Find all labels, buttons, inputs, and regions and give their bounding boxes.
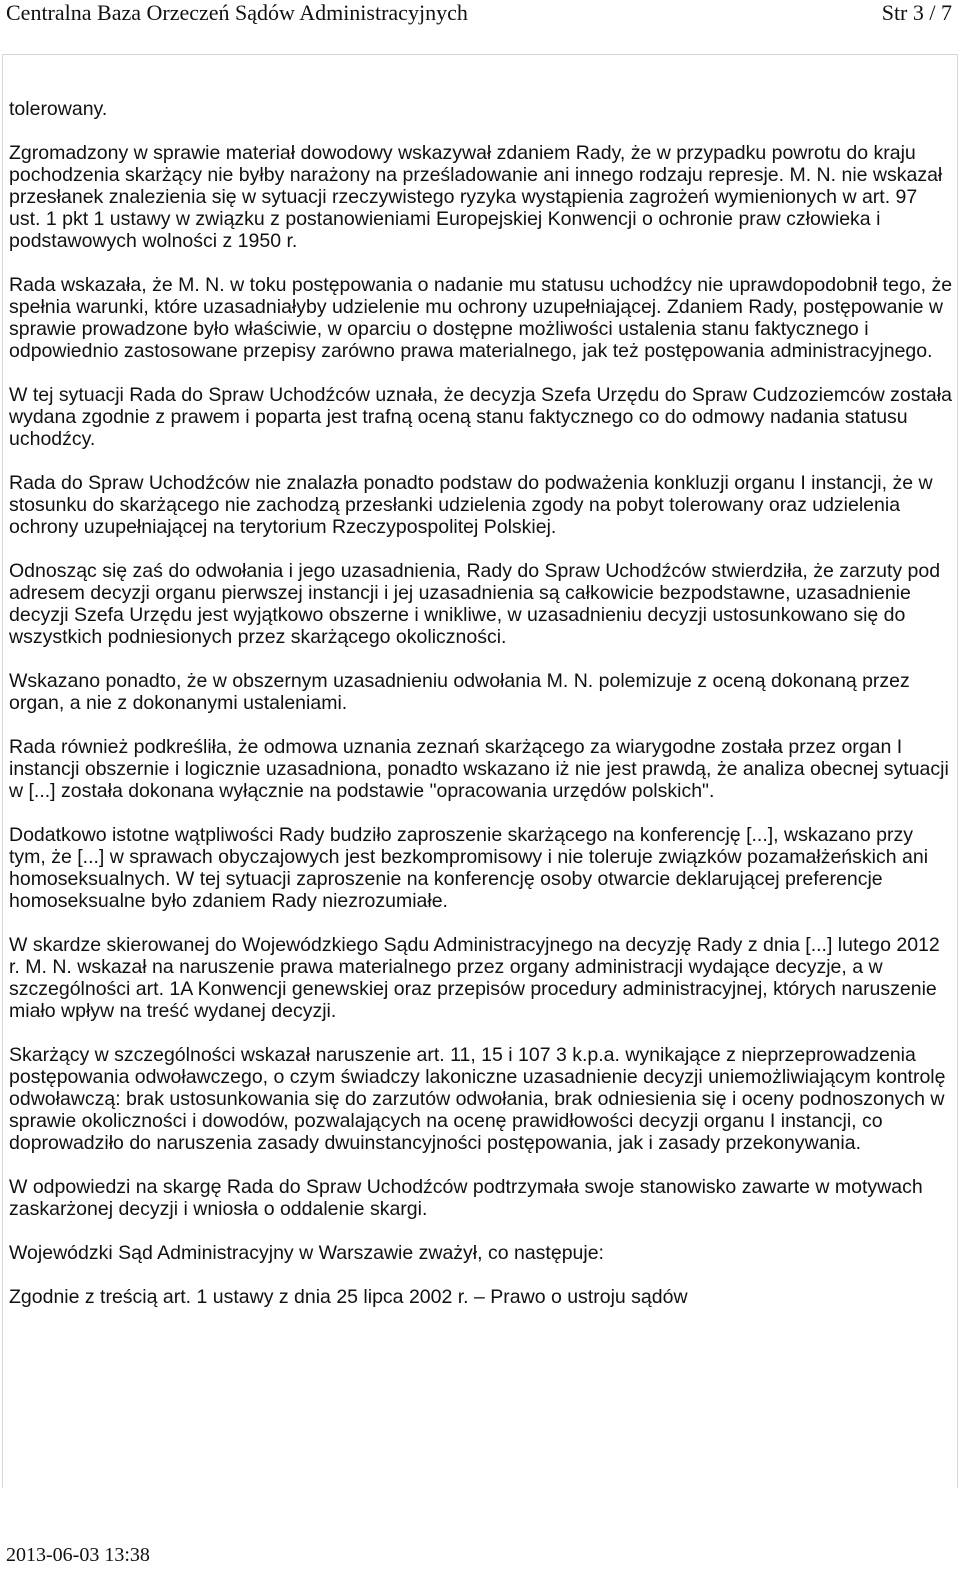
paragraph: W tej sytuacji Rada do Spraw Uchodźców uznała, że decyzja Szefa Urzędu do Spraw Cudzoziemców została wydana zgodnie z prawem i poparta jest trafną oceną stanu faktycznego co do odmowy nadania statusu uchodźcy. (9, 384, 952, 450)
paragraph: Rada wskazała, że M. N. w toku postępowania o nadanie mu statusu uchodźcy nie uprawdopodobnił tego, że spełnia warunki, które uzasadniałyby udzielenie mu ochrony uzupełniającej. Zdaniem Rady, postępowanie w sprawie prowadzone było właściwie, w oparciu o dostępne możliwości ustalenia stanu faktycznego i odpowiednio zastosowane przepisy zarówno prawa materialnego, jak też postępowania administracyjnego. (9, 274, 953, 362)
paragraph: W odpowiedzi na skargę Rada do Spraw Uchodźców podtrzymała swoje stanowisko zawarte w motywach zaskarżonej decyzji i wniosła o oddalenie skargi. (9, 1176, 923, 1220)
paragraph: Odnosząc się zaś do odwołania i jego uzasadnienia, Rady do Spraw Uchodźców stwierdziła, że zarzuty pod adresem decyzji organu pierwszej instancji i jej uzasadnienia są całkowicie bezpodstawne, uzasadnienie decyzji Szefa Urzędu jest wyjątkowo obszerne i wnikliwe, w uzasadnieniu decyzji ustosunkowano się do wszystkich podniesionych przez skarżącego okoliczności. (9, 560, 941, 648)
page-number: Str 3 / 7 (881, 0, 952, 25)
paragraph: Rada również podkreśliła, że odmowa uznania zeznań skarżącego za wiarygodne została przez organ I instancji obszernie i logicznie uzasadniona, ponadto wskazano iż nie jest prawdą, że analiza obecnej sytuacji w [...] została dokonana wyłącznie na podstawie "opracowania urzędów polskich". (9, 736, 949, 802)
page-title: Centralna Baza Orzeczeń Sądów Administracyjnych (6, 0, 468, 25)
paragraph: Rada do Spraw Uchodźców nie znalazła ponadto podstaw do podważenia konkluzji organu I instancji, że w stosunku do skarżącego nie zachodzą przesłanki udzielenia zgody na pobyt tolerowany oraz udzielenia ochrony uzupełniającej na terytorium Rzeczypospolitej Polskiej. (9, 472, 933, 538)
paragraph: Zgodnie z treścią art. 1 ustawy z dnia 25 lipca 2002 r. – Prawo o ustroju sądów (9, 1286, 688, 1308)
print-timestamp: 2013-06-03 13:38 (6, 1544, 150, 1566)
paragraph: Dodatkowo istotne wątpliwości Rady budziło zaproszenie skarżącego na konferencję [...], wskazano przy tym, że [...] w sprawach obyczajowych jest bezkompromisowy i nie toleruje związków pozamałżeńskich ani homoseksualnych. W tej sytuacji zaproszenie na konferencję osoby otwarcie deklarującej preferencje homoseksualne było zdaniem Rady niezrozumiałe. (9, 824, 929, 912)
paragraph: Wojewódzki Sąd Administracyjny w Warszawie zważył, co następuje: (9, 1242, 604, 1264)
paragraph: W skardze skierowanej do Wojewódzkiego Sądu Administracyjnego na decyzję Rady z dnia [...] lutego 2012 r. M. N. wskazał na naruszenie prawa materialnego przez organy administracji wydające decyzje, a w szczególności art. 1A Konwencji genewskiej oraz przepisów procedury administracyjnej, których naruszenie miało wpływ na treść wydanej decyzji. (9, 934, 940, 1022)
paragraph: Wskazano ponadto, że w obszernym uzasadnieniu odwołania M. N. polemizuje z oceną dokonaną przez organ, a nie z dokonanymi ustaleniami. (9, 670, 910, 714)
document-body (9, 98, 953, 1330)
paragraph: Skarżący w szczególności wskazał naruszenie art. 11, 15 i 107 3 k.p.a. wynikające z nieprzeprowadzenia postępowania odwoławczego, o czym świadczy lakoniczne uzasadnienie decyzji uniemożliwiającym kontrolę odwoławczą: brak ustosunkowania się do zarzutów odwołania, brak odniesienia się i oceny podnoszonych w sprawie okoliczności i dowodów, pozwalających na ocenę prawidłowości decyzji organu I instancji, co doprowadziło do naruszenia zasady dwuinstancyjności postępowania, jak i zasady przekonywania. (9, 1044, 946, 1154)
page-header (0, 0, 960, 40)
paragraph: Zgromadzony w sprawie materiał dowodowy wskazywał zdaniem Rady, że w przypadku powrotu do kraju pochodzenia skarżący nie byłby narażony na prześladowanie ani innego rodzaju represje. M. N. nie wskazał przesłanek znalezienia się w sytuacji rzeczywistego ryzyka wystąpienia zagrożeń wymienionych w art. 97 ust. 1 pkt 1 ustawy w związku z postanowieniami Europejskiej Konwencji o ochronie praw człowieka i podstawowych wolności z 1950 r. (9, 142, 943, 252)
paragraph: tolerowany. (9, 98, 108, 120)
